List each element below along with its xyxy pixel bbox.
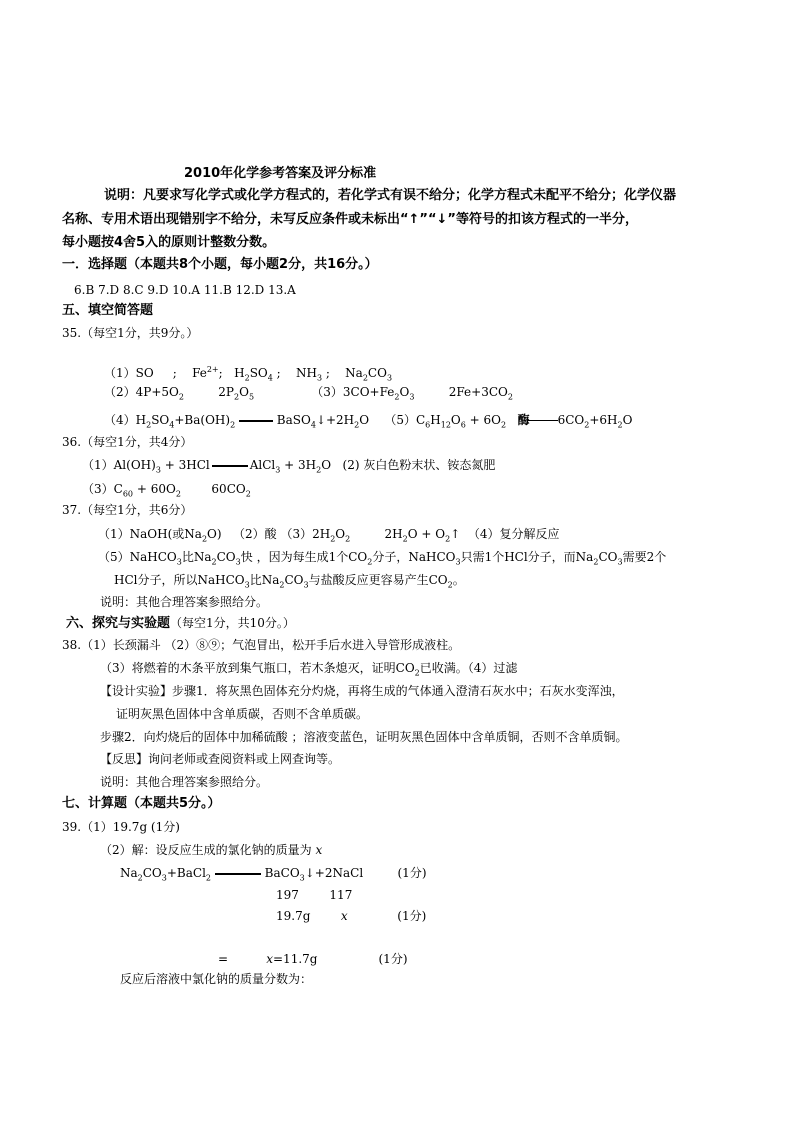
q38-line-1: 38.（1）长颈漏斗 （2）⑧⑨；气泡冒出，松开手后水进入导管形成液柱。 bbox=[62, 638, 461, 652]
q35-line-3: $(4)H_2SO_4+Ba(OH)_2$ $BaSO_4↓+2H_2O$ $(5)C_6H_{12}O_6 + 6O_2$ 酶 $6CO_2+6H_2O$ bbox=[104, 413, 633, 430]
note-line-1: 说明：凡要求写化学式或化学方程式的，若化学式有误不给分；化学方程式未配平不给分；化学仪器 bbox=[104, 188, 677, 203]
section-7-heading: 七、计算题（本题共5分。） bbox=[62, 796, 221, 811]
section-1-heading: 一．选择题（本题共8个小题，每小题2分，共16分。） bbox=[62, 257, 378, 272]
q38-explain: 说明：其他合理答案参照给分。 bbox=[100, 775, 269, 789]
section-5-heading: 五、填空简答题 bbox=[62, 303, 154, 318]
page-title: 2010年化学参考答案及评分标准 bbox=[184, 166, 377, 181]
q36-part-2: (2) 灰白色粉末状、铵态氮肥 bbox=[342, 458, 496, 472]
q35-line-2: $(2)4P+5O_2$ $2P_2O_5$ $(3)3CO+Fe_2O_3$ $2Fe+3CO_2$ bbox=[104, 385, 513, 402]
q37-part-2-3: （2）酸 （3）2H bbox=[233, 527, 331, 541]
q37-line-1: （1）NaOH(或$Na_2O$) （2）酸 $(3)2H_2O_2$ $2H_2O$ + $O_2↑$ （4）复分解反应 bbox=[98, 527, 560, 544]
q39-line-1: 39.（1）19.7g (1分) bbox=[62, 820, 180, 834]
question-36-heading: 36.（每空1分，共4分） bbox=[62, 435, 193, 449]
mark-2: (1分) bbox=[397, 909, 427, 923]
q37-explain: 说明：其他合理答案参照给分。 bbox=[100, 595, 269, 609]
q39-equation: $Na_2CO_3+BaCl_2$ BaCO$_3$↓+2NaCl (1分) bbox=[120, 866, 427, 883]
mark-3: (1分) bbox=[378, 952, 408, 966]
q37-part-4: （4）复分解反应 bbox=[467, 527, 560, 541]
reflection: 【反思】询问老师或查阅资料或上网查询等。 bbox=[100, 752, 341, 766]
section-6-heading: 六、探究与实验题（每空1分，共10分。） bbox=[66, 616, 295, 631]
q37-line-2: （5）NaHCO$_3$比$Na_2CO_3$快 ，因为每生成1个$CO_2$分子，NaHCO$_3$只需1个HCl分子，而$Na_2CO_3$需要2个 bbox=[98, 550, 667, 567]
section-1-answers: 6.B 7.D 8.C 9.D 10.A 11.B 12.D 13.A bbox=[74, 283, 296, 297]
q38-line-2: （3）将燃着的木条平放到集气瓶口，若木条熄灭，证明$CO_2$已收满。（4）过滤 bbox=[100, 661, 518, 678]
question-35-heading: 35.（每空1分，共9分。） bbox=[62, 326, 199, 340]
mass-row: 19.7g x (1分) bbox=[276, 909, 427, 923]
q36-line-1: $(1)Al(OH)_3 + 3HCl$ AlCl$_3$ + $3H_2O$ (2) 灰白色粉末状、铵态氮肥 bbox=[82, 458, 496, 475]
final-line: 反应后溶液中氯化钠的质量分数为： bbox=[120, 972, 313, 986]
note-line-3: 每小题按4舍5入的原则计整数分数。 bbox=[62, 235, 276, 250]
q39-line-2: （2）解：设反应生成的氯化钠的质量为 x bbox=[100, 843, 323, 857]
question-37-heading: 37.（每空1分，共6分） bbox=[62, 503, 193, 517]
note-line-2: 名称、专用术语出现错别字不给分，未写反应条件或未标出“↑”“↓”等符号的扣该方程式的一半分， bbox=[62, 212, 638, 227]
design-line-1: 【设计实验】步骤1．将灰黑色固体充分灼烧，再将生成的气体通入澄清石灰水中；石灰水变浑浊， bbox=[100, 684, 624, 698]
q37-line-3: HCl分子，所以NaHCO$_3$比$Na_2CO_3$与盐酸反应更容易产生$CO_2$。 bbox=[114, 573, 465, 590]
mark-1: (1分) bbox=[397, 866, 427, 880]
result-row: = x=11.7g (1分) bbox=[218, 952, 408, 966]
step-2: 步骤2．向灼烧后的固体中加稀硫酸 ；溶液变蓝色，证明灰黑色固体中含单质铜，否则不含单质铜。 bbox=[100, 730, 628, 744]
q35-line-1: （1）SO ; $Fe^{2+}$; $H_2SO_4$ ; $NH_3$ ; $Na_2CO_3$ bbox=[104, 365, 393, 383]
design-line-2: 证明灰黑色固体中含单质碳，否则不含单质碳。 bbox=[116, 707, 369, 721]
q36-line-2: $(3)C_{60} + 60O_2$ $60CO_2$ bbox=[82, 482, 251, 499]
molar-mass-row: 197 117 bbox=[276, 888, 353, 902]
